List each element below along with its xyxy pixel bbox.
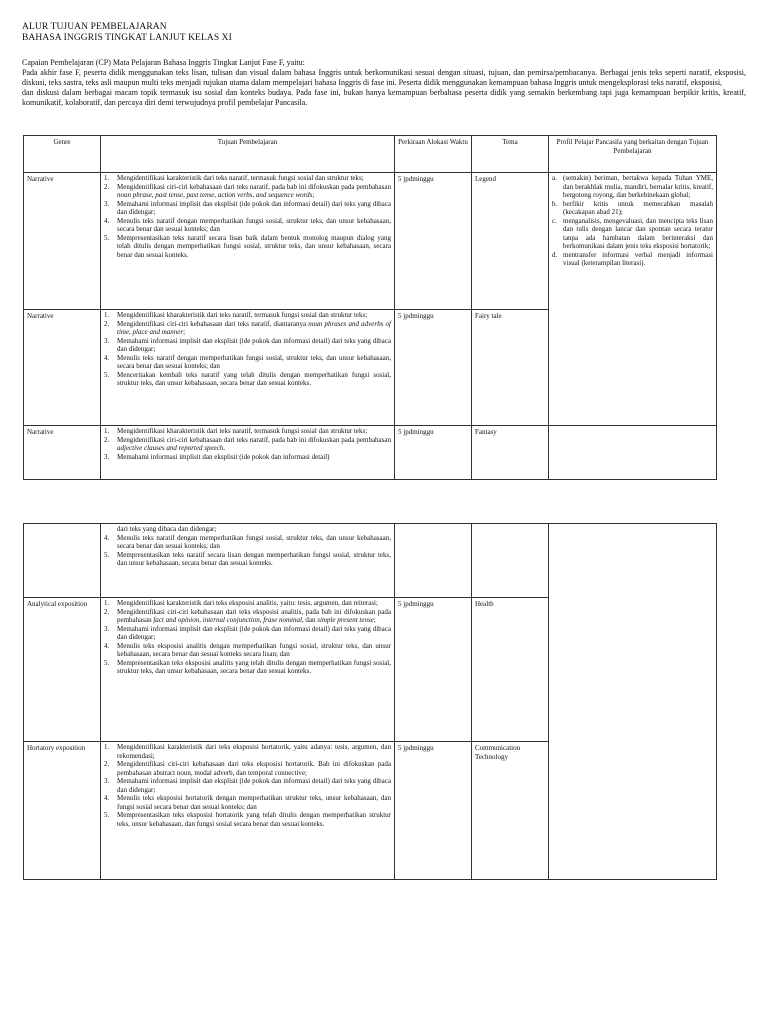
list-item: [104, 551, 391, 568]
list-item-text: Memahami informasi implisit dan eksplisit (ide pokok dan informasi detail) dari teks yang dibaca dan didengar;: [117, 777, 391, 794]
list-item-text: Menceritakan kembali teks naratif yang telah ditulis dengan memperhatikan fungsi sosial, struktur teks, dan unsur kebahasaan, secara benar dan sesuai konteks.: [117, 370, 391, 387]
list-item: [104, 311, 391, 320]
list-item: [104, 760, 391, 777]
list-item-text: mentransfer informasi verbal menjadi informasi visual (keterampilan literasi).: [563, 250, 713, 267]
list-item-text: Mempresentasikan teks eksposisi analitis yang telah ditulis dengan memperhatikan fungsi sosial, struktur teks, dan unsur kebahasaan, secara benar dan sesuai konteks.: [117, 658, 391, 675]
list-item-text: dari teks yang dibaca dan didengar;: [117, 525, 217, 533]
list-item-text: Mengidentifikasi ciri-ciri kebahasaan dari teks eksposisi analitis, pada bab ini difokuskan pada pembahasan: [117, 607, 391, 624]
list-item-text: Mengidentifikasi kharakteristik dari teks naratif, termasuk fungsi sosial dan struktur teks;: [117, 427, 368, 435]
tema-cell: Legend: [472, 173, 549, 310]
tema-cell-empty: [472, 524, 549, 598]
list-item: [104, 625, 391, 642]
list-item-text: Mengidentifikasi kharakteristik dari teks naratif, termasuk fungsi sosial dan struktur teks;: [117, 311, 368, 319]
capaian-pembelajaran: [22, 58, 746, 108]
tujuan-cell: [101, 598, 395, 742]
list-item: [104, 200, 391, 217]
list-item-text: (semakin) beriman, bertakwa kepada Tuhan YME, dan berakhlak mulia, mandiri, bernalar kritis, kreatif, bergotong royong, dan berkebinekaan global;: [563, 174, 713, 199]
list-item-text: Memahami informasi implisit dan eksplisit (ide pokok dan informasi detail) dari teks yang dibaca dan didengar;: [117, 624, 391, 641]
list-item: [104, 183, 391, 200]
list-item-emphasis: noun phrase, past tense, past tense, action verbs, and sequence words: [117, 191, 313, 199]
list-item-tail: , dan: [301, 616, 318, 624]
list-item-tail: ;: [373, 616, 376, 624]
list-item: [104, 234, 391, 260]
list-item-number: 1.: [104, 174, 110, 182]
list-item-text: Memahami informasi implisit dan eksplisit (ide pokok dan informasi detail): [117, 452, 330, 461]
header-genre: Genre: [24, 136, 101, 173]
list-item-tail: ;: [183, 328, 186, 336]
list-item-tail: .: [223, 444, 226, 452]
list-item-number: b.: [552, 199, 558, 208]
list-item: [104, 777, 391, 794]
list-item-number: d.: [552, 250, 558, 259]
list-item-emphasis: simple present tense: [317, 616, 374, 624]
tujuan-cell: [101, 310, 395, 426]
list-item-number: 3.: [104, 336, 110, 345]
list-item-text: Mengidentifikasi karakteristik dari teks eksposisi analitis, yaitu: tesis, argumen, dan reiterasi;: [117, 599, 378, 607]
list-item-text: menganalisis, mengevaluasi, dan mencipta teks lisan dan tulis dengan lancar dan spontan secara teratur tanpa ada hambatan dalam berinteraksi dan berkomunikasi dalam jenis teks eksposisi hortatorik;: [563, 216, 713, 250]
list-item-number: 2.: [104, 319, 110, 328]
list-item: [104, 743, 391, 760]
document-header: [22, 22, 746, 43]
list-item-text: Menulis teks eksposisi analitis dengan memperhatikan fungsi sosial, struktur teks, dan unsur kebahasaan, secara benar dan sesuai konteks secara lisan; dan: [117, 641, 391, 658]
genre-cell: Hortatory exposition: [24, 742, 101, 880]
tema-cell: Communication Technology: [472, 742, 549, 880]
list-item: [552, 251, 713, 268]
tujuan-cell: [101, 426, 395, 480]
list-item: [104, 659, 391, 676]
genre-cell: Analytical exposition: [24, 598, 101, 742]
waktu-cell-empty: [395, 524, 472, 598]
list-item-number: 1.: [104, 427, 110, 435]
list-item-number: 1.: [104, 311, 110, 319]
list-item: [104, 217, 391, 234]
list-item-text: Mempresentasikan teks naratif secara lisan baik dalam bentuk monolog maupun dialog yang telah ditulis dengan memperhatikan fungsi sosial, struktur teks, dan unsur kebahasaan, secara benar dan sesuai konteks.: [117, 233, 391, 259]
document-subtitle: BAHASA INGGRIS TINGKAT LANJUT KELAS XI: [22, 32, 232, 43]
list-item-text: berfikir kritis untuk memecahkan masalah (kecakapan abad 21);: [563, 199, 713, 216]
list-item-number: 3.: [104, 777, 110, 785]
list-item: [104, 811, 391, 828]
list-item-number: 5.: [104, 370, 110, 379]
list-item-text: Menulis teks naratif dengan memperhatikan fungsi sosial, struktur teks, dan unsur kebahasaan, secara benar dan sesuai konteks; dan: [117, 353, 391, 370]
list-item-emphasis: noun phrases and adverbs of time, place and manner: [117, 319, 391, 336]
list-item-number: 4.: [104, 641, 110, 650]
genre-cell: Narrative: [24, 173, 101, 310]
list-item-number: 5.: [104, 658, 110, 667]
list-item-text: Mengidentifikasi ciri-ciri kebahasaan dari teks naratif, pada bab ini difokuskan pada pembahasan: [117, 182, 391, 191]
list-item-number: 4.: [104, 794, 110, 802]
list-item-text: Menulis teks naratif dengan memperhatikan fungsi sosial, struktur teks, dan unsur kebahasaan, secara benar dan sesuai konteks; dan: [117, 216, 391, 233]
tema-cell: Fantasy: [472, 426, 549, 480]
header-waktu: Perkiraan Alokasi Waktu: [395, 136, 472, 173]
document-title: ALUR TUJUAN PEMBELAJARAN: [22, 22, 167, 32]
list-item-number: 3.: [104, 624, 110, 633]
waktu-cell: 5 jpdminggu: [395, 742, 472, 880]
list-item: [104, 794, 391, 811]
tujuan-cell: [101, 524, 395, 598]
waktu-cell: 5 jpdminggu: [395, 598, 472, 742]
list-item-number: 1.: [104, 599, 110, 607]
list-item: [104, 354, 391, 371]
genre-cell: Narrative: [24, 426, 101, 480]
list-item-number: 5.: [104, 811, 110, 819]
waktu-cell: 5 jpdminggu: [395, 426, 472, 480]
list-item-emphasis: fact and opinion, internal conjunction, frase nominal: [153, 616, 302, 624]
learning-objectives-table-continued: [23, 523, 717, 880]
list-item-text: Mengidentifikasi ciri-ciri kebahasaan dari teks naratif, pada bab ini difokuskan pada pembahasan: [117, 435, 391, 444]
list-item-text: Mengidentifikasi karakteristik dari teks eksposisi hortatorik, yaitu adanya: tesis, argumen, dan rekomendasi;: [117, 743, 391, 760]
list-item: [104, 642, 391, 659]
tujuan-cell: [101, 742, 395, 880]
list-item-text: Mengidentifikasi ciri-ciri kebahasaan dari teks eksposisi hortatorik. Bab ini difokuskan pada pembahasan abstract noun, modal adverb, dan temporal connective;: [117, 760, 391, 777]
list-item-number: 4.: [104, 533, 110, 542]
list-item: [104, 427, 391, 436]
list-item-text: Mengidentifikasi ciri-ciri kebahasaan dari teks naratif, diantaranya: [117, 319, 309, 328]
profil-cell: [549, 173, 717, 426]
list-item-text: Memahami informasi implisit dan eksplisit (ide pokok dan informasi detail) dari teks yang dibaca dan didengar;: [117, 199, 391, 216]
tujuan-cell: [101, 173, 395, 310]
list-item-text: Mempresentasikan teks naratif secara lisan dengan memperhatikan fungsi sosial, struktur teks, dan unsur kebahasaan, secara benar dan sesuai konteks.: [117, 550, 391, 567]
list-item-number: 2.: [104, 182, 110, 191]
list-item-number: 2.: [104, 435, 110, 444]
list-item: [104, 534, 391, 551]
list-item: [104, 453, 391, 462]
list-item-text: Mengidentifikasi karakteristik dari teks naratif, termasuk fungsi sosial dan struktur teks;: [117, 174, 364, 182]
list-item-number: 5.: [104, 550, 110, 559]
list-item-number: 1.: [104, 743, 110, 751]
list-item: [104, 436, 391, 453]
list-item-number: 5.: [104, 233, 110, 242]
list-item-number: 3.: [104, 199, 110, 208]
profil-cell-empty: [549, 426, 717, 480]
cp-paragraph-1: Pada akhir fase F, peserta didik menggunakan teks lisan, tulisan dan visual dalam bahasa Inggris untuk berkomunikasi sesuai dengan situasi, tujuan, dan pemirsa/pembacanya. Berbagai jenis teks seperti naratif, eksposisi, diskusi, teks sastra, teks asli maupun multi teks menjadi rujukan utama dalam mempelajari bahasa Inggris di fase ini. Peserta didik menggunakan kemampuan bahasa Inggris untuk mengeksplorasi teks naratif, eksposisi,: [22, 68, 746, 87]
table-row: [24, 524, 717, 598]
waktu-cell: 5 jpdminggu: [395, 310, 472, 426]
list-item-number: 3.: [104, 452, 110, 461]
header-tujuan: Tujuan Pembelajaran: [101, 136, 395, 173]
list-item-emphasis: adjective clauses and reported speech: [117, 444, 224, 452]
list-item: [104, 599, 391, 608]
learning-objectives-table: [23, 135, 717, 480]
table-header-row: [24, 136, 717, 173]
list-item: [552, 174, 713, 200]
list-item: [552, 217, 713, 251]
list-item-number: a.: [552, 174, 557, 182]
list-item: [104, 608, 391, 625]
cp-intro-line: Capaian Pembelajaran (CP) Mata Pelajaran Bahasa Inggris Tingkat Lanjut Fase F, yaitu:: [22, 58, 305, 67]
list-item: [104, 337, 391, 354]
genre-cell: Narrative: [24, 310, 101, 426]
list-item: [104, 371, 391, 388]
list-item: [104, 320, 391, 337]
list-item-text: Memahami informasi implisit dan eksplisit (ide pokok dan informasi detail) dari teks yang dibaca dan didengar;: [117, 336, 391, 353]
profil-cell-empty: [549, 524, 717, 880]
list-item-text: Menulis teks eksposisi hortatorik dengan memperhatikan struktur teks, unsur kebahasaan, dan fungsi sosial secara benar dan sesuai konteks; dan: [117, 794, 391, 811]
table-row: [24, 426, 717, 480]
list-item-number: c.: [552, 216, 557, 225]
table-row: [24, 173, 717, 310]
tema-cell: Health: [472, 598, 549, 742]
list-item-number: 2.: [104, 607, 110, 616]
cp-paragraph-2: dan diskusi dalam berbagai macam topik termasuk isu sosial dan konteks budaya. Pada fase ini, bukan hanya kemampuan berbahasa peserta didik yang semakin berkembang tapi juga kemampuan berpikir kritis, kreatif, komunikatif, kolaboratif, dan percaya diri demi terwujudnya profil pembelajar Pancasila.: [22, 88, 746, 107]
list-item: [104, 174, 391, 183]
list-item-text: Menulis teks naratif dengan memperhatikan fungsi sosial, struktur teks, dan unsur kebahasaan, secara benar dan sesuai konteks; dan: [117, 533, 391, 550]
header-tema: Tema: [472, 136, 549, 173]
list-item-tail: ;: [312, 191, 315, 199]
tema-cell: Fairy tale: [472, 310, 549, 426]
header-profil: Profil Pelajar Pancasila yang berkaitan dengan Tujuan Pembelajaran: [549, 136, 717, 173]
list-item-text: Mempresentasikan teks eksposisi hortatorik yang telah ditulis dengan memperhatikan struktur teks, unsur kebahasaan, dan fungsi sosial secara benar dan sesuai konteks.: [117, 811, 391, 828]
list-item-number: 4.: [104, 216, 110, 225]
list-item-number: 4.: [104, 353, 110, 362]
list-item: [104, 525, 391, 534]
list-item-number: 2.: [104, 760, 110, 768]
genre-cell-empty: [24, 524, 101, 598]
list-item: [552, 200, 713, 217]
waktu-cell: 5 jpdminggu: [395, 173, 472, 310]
